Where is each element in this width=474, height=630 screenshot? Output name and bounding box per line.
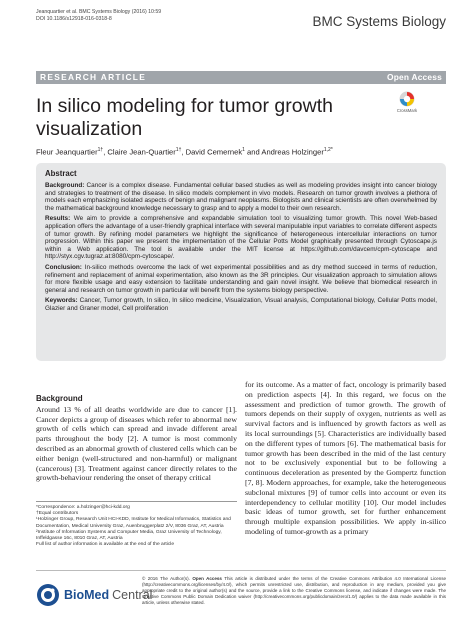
footnotes: [36, 501, 237, 548]
body-paragraph: Around 13 % of all deaths worldwide are due to cancer [1]. Cancer depicts a group of diseases which refer to abnormal new growth of cells which can spread and invade different areal parts throughout the body [2]. A tumor is most commonly described as an abnormal growth of clustered cells which can be either benign (well-structured and non-harmful) or malignant (cancerous) [3]. Treatment against cancer directly relates to the growth-behaviour rendering the onset of therapy critical: [36, 404, 237, 483]
footer-divider: [36, 570, 446, 571]
author-affiliation: 1,2*: [323, 147, 333, 153]
publisher-name-bold: BioMed: [64, 588, 110, 602]
citation: Jeanquartier et al. BMC Systems Biology (2016) 10:59: [36, 9, 162, 15]
body-paragraph: for its outcome. As a matter of fact, oncology is primarily based on prediction aspects [4]. In this regard, we focus on the assessment and prediction of tumor growth. The growth of tumors depends on their supply of oxygen, nutrients as well as survival factors and is influenced by growth factors as well as its local surroundings [5]. Characteristics are individually based on the different types of tumors [6]. The mathematical basis for tumor growth has been described in the mid of the last century not to be exclusively exponential but to be following a continuous deceleration as presented by the Gompertz function [7, 8]. Modern approaches, for example, take the heterogeneous subclonal mixtures [9] of tumor cells into account or even its interdependency to cellular motility [10]. Our model includes basic ideas of tumor growth, set for further enhancement through multiple expansion possibilities. We apply in-silico modeling of tumor-growth as a primary: [245, 380, 446, 536]
abstract-background: [45, 182, 437, 212]
author[interactable]: , Claire Jean-Quartier: [103, 147, 176, 157]
author-list: [36, 147, 436, 157]
body-column-left: [36, 394, 237, 483]
section-heading: Background: [36, 394, 83, 403]
keywords: [45, 297, 437, 312]
keywords-text: Cancer, Tumor growth, In silico, In silico medicine, Visualization, Visual analysis, Computational biology, Cellular Potts model, Glazier and Graner model, Cell proliferation: [45, 297, 437, 312]
abstract-heading: Abstract: [45, 169, 77, 178]
footnote: †Equal contributors: [36, 511, 79, 517]
open-access-bold: Open Access: [192, 576, 222, 581]
author-affiliation: 1†: [97, 147, 104, 153]
crossmark-badge[interactable]: [389, 91, 425, 113]
section-text: Cancer is a complex disease. Fundamental cellular based studies as well as modeling provides insight into cancer biology and strategies to treatment of the disease. In silico models complement in vivo models. Research on tumor growth involves a plethora of models each emphasizing isolated aspects of benign and malignant neoplasms. Biologists and clinical scientists are often overwhelmed by the mathematical background knowledge necessary to grasp and to apply a model to their own research.: [45, 182, 437, 212]
abstract-results: [45, 215, 437, 261]
license-body: This article is distributed under the terms of the Creative Commons Attribution 4.0 International License (http://creativecommons.org/licenses/by/4.0/), which permits unrestricted use, distribution, and reproduction in any medium, provided you give appropriate credit to the original author(s) and the source, provide a link to the Creative Commons license, and indicate if changes were made. The Creative Commons Public Domain Dedication waiver (http://creativecommons.org/publicdomain/zero/1.0/) applies to the data made available in this article, unless otherwise stated.: [142, 576, 446, 605]
biomed-central-icon: [36, 583, 60, 607]
article-title: In silico modeling for tumor growth visualization: [36, 95, 333, 140]
author[interactable]: , David Cemernek: [181, 147, 243, 157]
abstract-conclusion: [45, 264, 437, 294]
open-access-label: Open Access: [387, 72, 442, 82]
doi: DOI 10.1186/s12918-016-0318-8: [36, 16, 112, 22]
author[interactable]: and Andreas Holzinger: [244, 147, 324, 157]
affiliation: ¹Holzinger Group, Research Unit HCI-KDD, Institute for Medical Informatics, Statistics and Documentation, Medical University Graz, Auenbruggerplatz 2/V, 8036 Graz, AT, Austria: [36, 517, 231, 529]
section-text: In-silico methods overcome the lack of wet experimental possibilities and as dry method succeed in terms of reduction, refinement and replacement of animal experimentation, also known as the 3R principles. Our visualization approach to simulation allows for more flexible usage and easy extension to facilitate understanding and gain novel insight. We believe that biomedical research in general and research on tumor growth in particular will benefit from the systems biology perspective.: [45, 263, 437, 294]
article-type: RESEARCH ARTICLE: [40, 72, 147, 82]
footnote: Full list of author information is available at the end of the article: [36, 542, 175, 548]
section-label: Results:: [45, 215, 71, 223]
abstract-box: [36, 163, 446, 361]
correspondence[interactable]: *Correspondence: a.holzinger@hci-kdd.org: [36, 505, 130, 510]
affiliation: ²Institute of Information Systems and Computer Media, Graz University of Technology, Inffeldgasse 16c, 8010 Graz, AT, Austria: [36, 529, 222, 542]
section-label: Background:: [45, 182, 85, 189]
publisher-logo: [36, 583, 152, 607]
author-affiliation: 1: [242, 147, 245, 153]
author-affiliation: 1†: [175, 147, 182, 153]
journal-name: BMC Systems Biology: [312, 14, 446, 29]
article-meta: [36, 9, 161, 23]
crossmark-icon: [399, 91, 415, 107]
section-text: We aim to provide a comprehensive and expandable simulation tool to visualizing tumor growth. This novel Web-based application offers the advantage of a user-friendly graphical interface with several manipulable input variables to correlate different aspects of tumor growth. By refining model parameters we highlight the significance of heterogeneous intercellular interactions on tumor progression. Within this paper we present the implementation of the Cellular Potts Model graphically presented through Cytoscape.js within a Web application. The tool is available under the MIT license at https://github.com/davcem/cpm-cytoscape and http://styx.cgv.tugraz.at:8080/cpm-cytoscape/.: [45, 215, 437, 261]
section-label: Keywords:: [45, 297, 78, 305]
author[interactable]: Fleur Jeanquartier: [36, 147, 98, 157]
copyright: © 2016 The Author(s).: [142, 576, 193, 581]
license-text: [142, 576, 446, 606]
body-column-right: [245, 380, 446, 537]
article-type-banner: [36, 71, 446, 84]
section-label: Conclusion:: [45, 263, 82, 271]
publisher-name: Central: [112, 588, 153, 602]
crossmark-label: CrossMark: [396, 108, 418, 113]
